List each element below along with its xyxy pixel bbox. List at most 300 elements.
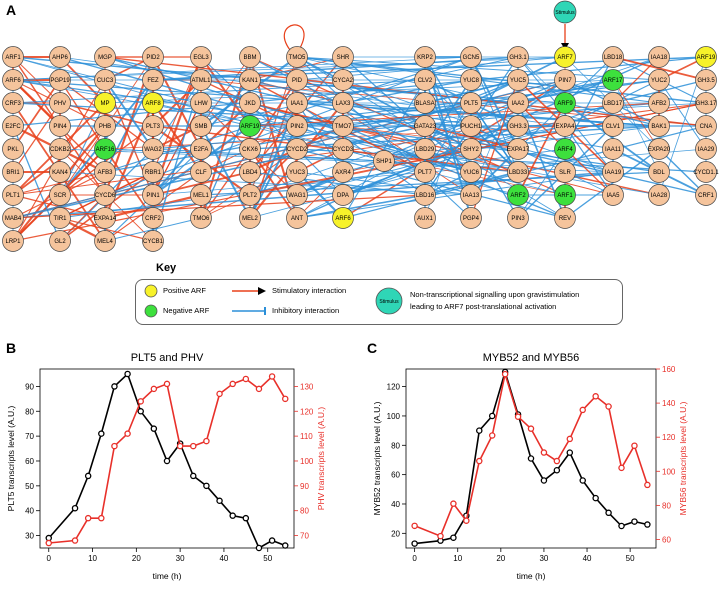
interaction-edge — [659, 80, 706, 149]
data-point-phv — [125, 431, 130, 436]
gene-node-label: KAN1 — [242, 78, 258, 84]
gene-node-label: ARF6 — [335, 216, 351, 222]
gene-node-label: SLR — [559, 170, 571, 176]
gene-node-label: CYCD1.1 — [693, 170, 719, 176]
interaction-edges — [13, 24, 706, 241]
data-point-myb52 — [606, 510, 611, 515]
gene-node-fez — [143, 70, 164, 91]
gene-node-label: CLV2 — [417, 78, 433, 84]
gene-node-ckx6 — [240, 139, 261, 160]
stimulus-description-line1: Non-transcriptional signalling upon gravistimulation — [410, 290, 580, 299]
gene-node-label: BDL — [653, 170, 665, 176]
data-point-plt5 — [243, 516, 248, 521]
gene-node-label: LHW — [194, 101, 208, 107]
y-right-tick-label: 90 — [300, 481, 309, 491]
data-point-myb56 — [464, 518, 469, 523]
gene-node-bbm — [240, 47, 261, 68]
gene-node-phb — [95, 116, 116, 137]
gene-node-label: CLF — [195, 170, 207, 176]
gene-node-smb — [191, 116, 212, 137]
gene-node-label: RBR1 — [144, 170, 162, 176]
inhibitory-label: Inhibitory interaction — [272, 306, 340, 315]
data-point-myb56 — [619, 465, 624, 470]
gene-node-label: ARF1 — [5, 55, 21, 61]
gene-node-atml1 — [191, 70, 212, 91]
gene-node-label: CYCD6 — [94, 193, 116, 199]
y-right-tick-label: 120 — [300, 407, 314, 417]
gene-node-pid2 — [143, 47, 164, 68]
gene-node-iaa28 — [649, 185, 670, 206]
data-point-phv — [178, 443, 183, 448]
y-left-tick-label: 60 — [25, 456, 34, 466]
gene-node-lhw — [191, 93, 212, 114]
gene-node-label: GH3.3 — [509, 124, 527, 130]
data-point-phv — [243, 376, 248, 381]
stimulus-node-label: Stimulus — [555, 10, 575, 16]
gene-node-label: PLT7 — [418, 170, 432, 176]
gene-node-plt2 — [240, 185, 261, 206]
data-point-myb56 — [606, 404, 611, 409]
y-left-tick-label: 20 — [391, 529, 400, 539]
data-point-plt5 — [230, 513, 235, 518]
data-point-plt5 — [270, 538, 275, 543]
gene-node-label: YUC8 — [462, 78, 480, 84]
data-point-plt5 — [256, 545, 261, 550]
gene-node-crf2 — [143, 208, 164, 229]
x-tick-label: 30 — [539, 554, 549, 563]
y-right-tick-label: 110 — [300, 432, 313, 442]
gene-node-shp1 — [374, 151, 395, 172]
gene-node-label: AFB2 — [651, 101, 667, 107]
gene-node-label: CDKB2 — [49, 147, 71, 153]
gene-node-axr4 — [333, 162, 354, 183]
panel-b-letter: B — [6, 340, 17, 356]
series-line-myb56 — [415, 374, 648, 536]
data-point-myb52 — [477, 428, 482, 433]
negative-arf-swatch — [145, 305, 157, 317]
gene-node-label: GH3.1 — [509, 55, 527, 61]
gene-node-label: CYCB1 — [142, 239, 164, 245]
gene-node-label: PGP19 — [50, 78, 70, 84]
y-left-tick-label: 50 — [25, 481, 34, 491]
gene-node-tmo5 — [287, 47, 308, 68]
gene-node-plt1 — [3, 185, 24, 206]
data-point-phv — [270, 374, 275, 379]
gene-node-mel4 — [95, 231, 116, 252]
gene-node-label: AFB3 — [97, 170, 113, 176]
x-tick-label: 30 — [175, 554, 185, 563]
y-left-tick-label: 30 — [25, 531, 34, 541]
gene-node-label: LBD33 — [508, 170, 528, 176]
gene-node-mel1 — [191, 185, 212, 206]
gene-node-label: IAA19 — [604, 170, 622, 176]
gene-node-label: YUC6 — [462, 170, 480, 176]
gene-node-label: MAB4 — [4, 216, 22, 222]
gene-node-lrp1 — [3, 231, 24, 252]
gene-node-cdkb2 — [50, 139, 71, 160]
gene-node-gh3.17 — [696, 93, 717, 114]
gene-node-label: GH3.17 — [695, 101, 717, 107]
gene-node-label: EGL3 — [193, 55, 209, 61]
gene-node-pid — [287, 70, 308, 91]
data-point-myb52 — [580, 478, 585, 483]
gene-node-label: E2FC — [5, 124, 21, 130]
data-point-plt5 — [191, 473, 196, 478]
arrowhead-icon — [258, 287, 266, 295]
data-point-phv — [46, 540, 51, 545]
stimulus-swatch-label: Stimulus — [379, 299, 399, 305]
positive-arf-swatch — [145, 285, 157, 297]
data-point-plt5 — [164, 458, 169, 463]
gene-node-gh3.1 — [508, 47, 529, 68]
x-axis-title: time (h) — [516, 571, 546, 581]
gene-node-wag1 — [287, 185, 308, 206]
gene-node-iaa13 — [461, 185, 482, 206]
gene-node-label: CLV1 — [605, 124, 621, 130]
y-left-axis-title: PLT5 transcripts level (A.U.) — [6, 405, 16, 512]
gene-node-crf3 — [3, 93, 24, 114]
y-left-tick-label: 40 — [391, 499, 400, 509]
gene-node-label: CUC3 — [96, 78, 114, 84]
data-point-phv — [204, 438, 209, 443]
gene-node-cycd1.1 — [693, 162, 719, 183]
gene-node-iaa5 — [603, 185, 624, 206]
y-left-tick-label: 100 — [386, 411, 400, 421]
gene-node-afb3 — [95, 162, 116, 183]
gene-node-yuc8 — [461, 70, 482, 91]
gene-node-arf4 — [555, 139, 576, 160]
gene-node-bri1 — [3, 162, 24, 183]
gene-node-label: ARF7 — [557, 55, 573, 61]
data-point-myb56 — [412, 523, 417, 528]
stimulus-description-line2: leading to ARF7 post-translational activation — [410, 302, 557, 311]
legend-box — [135, 279, 623, 325]
data-point-myb56 — [503, 372, 508, 377]
gene-node-label: GH3.5 — [697, 78, 715, 84]
gene-node-label: SHP1 — [376, 159, 392, 165]
gene-node-label: GATA23 — [413, 124, 437, 130]
gene-node-arf1 — [555, 185, 576, 206]
gene-node-crf1 — [696, 185, 717, 206]
gene-node-label: PIN3 — [511, 216, 525, 222]
gene-node-mab4 — [3, 208, 24, 229]
chart-myb52-myb56 — [360, 338, 721, 594]
gene-node-label: CRF3 — [5, 101, 21, 107]
data-point-plt5 — [112, 384, 117, 389]
gene-node-bdl — [649, 162, 670, 183]
data-point-phv — [283, 396, 288, 401]
gene-node-pkl — [3, 139, 24, 160]
gene-node-blasa — [415, 93, 436, 114]
gene-node-label: PIN7 — [558, 78, 572, 84]
gene-node-label: ARF4 — [557, 147, 573, 153]
gene-node-label: CYCD3 — [332, 147, 354, 153]
gene-node-pin2 — [287, 116, 308, 137]
negative-arf-label: Negative ARF — [163, 306, 210, 315]
data-point-myb52 — [554, 468, 559, 473]
data-point-phv — [151, 386, 156, 391]
gene-node-pin3 — [508, 208, 529, 229]
gene-node-kan4 — [50, 162, 71, 183]
gene-node-label: ATML1 — [191, 78, 211, 84]
gene-node-label: LBD16 — [415, 193, 435, 199]
y-left-tick-label: 60 — [391, 470, 400, 480]
gene-node-arf19 — [240, 116, 261, 137]
data-point-plt5 — [125, 371, 130, 376]
gene-node-bak1 — [649, 116, 670, 137]
gene-node-slr — [555, 162, 576, 183]
data-point-myb52 — [632, 519, 637, 524]
gene-node-iaa18 — [649, 47, 670, 68]
gene-node-label: TMO7 — [334, 124, 352, 130]
y-right-tick-label: 80 — [662, 501, 671, 511]
gene-node-label: WAG1 — [288, 193, 306, 199]
gene-node-label: EXPA14 — [93, 216, 117, 222]
gene-node-label: AXR4 — [335, 170, 351, 176]
data-point-myb52 — [619, 523, 624, 528]
gene-node-label: PHB — [98, 124, 112, 130]
gene-node-label: ARF17 — [603, 78, 623, 84]
y-left-tick-label: 80 — [391, 441, 400, 451]
gene-node-label: ARF19 — [696, 55, 716, 61]
panel-a-letter: A — [6, 2, 17, 18]
gene-node-label: IAA18 — [650, 55, 668, 61]
gene-node-label: PIN4 — [53, 124, 67, 130]
data-point-myb52 — [412, 541, 417, 546]
gene-node-label: MEL1 — [193, 193, 209, 199]
gene-node-cycd3 — [333, 139, 354, 160]
gene-node-cuc3 — [95, 70, 116, 91]
gene-node-label: CYCD2 — [286, 147, 308, 153]
gene-node-label: BLASA — [415, 101, 435, 107]
gene-node-yuc2 — [649, 70, 670, 91]
gene-node-cycd6 — [95, 185, 116, 206]
data-point-phv — [256, 386, 261, 391]
data-point-myb56 — [632, 443, 637, 448]
gene-node-arf6 — [333, 208, 354, 229]
gene-node-label: MEL4 — [97, 239, 113, 245]
gene-node-label: IAA13 — [462, 193, 480, 199]
gene-node-label: LBD29 — [415, 147, 435, 153]
data-point-myb56 — [554, 458, 559, 463]
data-point-plt5 — [99, 431, 104, 436]
gene-node-label: AHP6 — [52, 55, 68, 61]
gene-node-label: YUC2 — [650, 78, 668, 84]
data-point-plt5 — [283, 543, 288, 548]
gene-node-scr — [50, 185, 71, 206]
gene-node-label: PLT1 — [6, 193, 20, 199]
gene-node-label: CKX6 — [242, 147, 258, 153]
x-tick-label: 50 — [625, 554, 635, 563]
gene-node-label: SMB — [194, 124, 208, 130]
gene-node-label: CYCA2 — [332, 78, 354, 84]
y-left-tick-label: 120 — [386, 382, 400, 392]
chart-title: PLT5 and PHV — [130, 352, 204, 364]
gene-node-mel2 — [240, 208, 261, 229]
gene-node-lbd16 — [415, 185, 436, 206]
gene-node-label: IAA1 — [290, 101, 304, 107]
gene-node-puch1 — [461, 116, 482, 137]
gene-node-label: EXPA17 — [506, 147, 530, 153]
gene-node-label: ARF19 — [240, 124, 260, 130]
gene-node-arf7 — [555, 47, 576, 68]
gene-node-afb2 — [649, 93, 670, 114]
gene-node-label: PLT5 — [464, 101, 478, 107]
gene-node-ant — [287, 208, 308, 229]
gene-node-label: CNA — [699, 124, 713, 130]
gene-node-pin4 — [50, 116, 71, 137]
y-right-tick-label: 140 — [662, 399, 676, 409]
gene-node-cycd2 — [287, 139, 308, 160]
gene-node-iaa19 — [603, 162, 624, 183]
gene-node-rbr1 — [143, 162, 164, 183]
data-point-myb56 — [528, 426, 533, 431]
data-point-myb52 — [567, 450, 572, 455]
x-tick-label: 0 — [412, 554, 417, 563]
gene-node-arf16 — [95, 139, 116, 160]
gene-node-label: FEZ — [147, 78, 159, 84]
gene-node-label: LAX3 — [335, 101, 351, 107]
gene-node-label: LBD17 — [603, 101, 623, 107]
gene-node-gl2 — [50, 231, 71, 252]
data-point-plt5 — [151, 426, 156, 431]
gene-node-label: TMO5 — [288, 55, 306, 61]
y-left-tick-label: 90 — [25, 382, 34, 392]
gene-node-yuc3 — [287, 162, 308, 183]
gene-node-label: SHY2 — [463, 147, 479, 153]
data-point-plt5 — [204, 483, 209, 488]
gene-node-iaa11 — [603, 139, 624, 160]
gene-node-clf — [191, 162, 212, 183]
data-point-myb52 — [645, 522, 650, 527]
gene-node-label: ANT — [291, 216, 303, 222]
gene-node-lbd18 — [603, 47, 624, 68]
gene-node-cycb1 — [143, 231, 164, 252]
gene-node-label: MGP — [98, 55, 112, 61]
gene-node-shr — [333, 47, 354, 68]
y-left-tick-label: 40 — [25, 506, 34, 516]
gene-node-label: MP — [100, 101, 110, 107]
y-left-tick-label: 70 — [25, 432, 34, 442]
gene-node-arf2 — [508, 185, 529, 206]
x-tick-label: 10 — [88, 554, 98, 563]
gene-node-label: LBD4 — [242, 170, 258, 176]
data-point-plt5 — [138, 409, 143, 414]
gene-node-label: PID — [291, 78, 303, 84]
x-tick-label: 10 — [453, 554, 463, 563]
gene-node-cyca2 — [333, 70, 354, 91]
data-point-myb56 — [477, 458, 482, 463]
chart-plt5-phv — [0, 338, 360, 594]
gene-node-e2fa — [191, 139, 212, 160]
gene-node-label: IAA5 — [606, 193, 620, 199]
y-right-axis-title: MYB56 transcripts level (A.U.) — [678, 401, 688, 516]
gene-node-label: IAA29 — [697, 147, 715, 153]
gene-node-lbd29 — [415, 139, 436, 160]
gene-node-label: ARF9 — [557, 101, 573, 107]
data-point-plt5 — [72, 506, 77, 511]
gene-node-label: LRP1 — [5, 239, 21, 245]
gene-node-label: PLT3 — [146, 124, 160, 130]
gene-node-label: YUC3 — [288, 170, 306, 176]
data-point-myb56 — [515, 414, 520, 419]
gene-node-label: BBM — [243, 55, 257, 61]
data-point-myb56 — [593, 394, 598, 399]
gene-node-phv — [50, 93, 71, 114]
data-point-phv — [230, 381, 235, 386]
data-point-myb56 — [490, 433, 495, 438]
gene-node-label: KRP2 — [417, 55, 433, 61]
gene-node-label: BRI1 — [6, 170, 20, 176]
gene-node-jkd — [240, 93, 261, 114]
gene-node-label: REV — [558, 216, 572, 222]
gene-node-label: SHR — [336, 55, 350, 61]
y-right-tick-label: 130 — [300, 382, 314, 392]
gene-node-krp2 — [415, 47, 436, 68]
gene-node-wag2 — [143, 139, 164, 160]
gene-node-label: BAK1 — [651, 124, 667, 130]
data-point-phv — [86, 516, 91, 521]
gene-node-clv2 — [415, 70, 436, 91]
gene-node-label: PID2 — [146, 55, 160, 61]
gene-node-label: PKL — [7, 147, 19, 153]
gene-node-label: MEL2 — [242, 216, 258, 222]
gene-node-gh3.3 — [508, 116, 529, 137]
gene-node-dpa — [333, 185, 354, 206]
gene-node-tmo6 — [191, 208, 212, 229]
data-point-myb52 — [528, 456, 533, 461]
gene-node-arf19 — [696, 47, 717, 68]
gene-node-plt5 — [461, 93, 482, 114]
gene-node-mp — [95, 93, 116, 114]
gene-node-label: KAN4 — [52, 170, 68, 176]
gene-node-label: PGP4 — [462, 216, 480, 222]
x-axis-title: time (h) — [152, 571, 182, 581]
gene-node-label: TMO6 — [192, 216, 210, 222]
gene-node-e2fc — [3, 116, 24, 137]
panel-c-letter: C — [367, 340, 378, 356]
gene-node-label: ARF8 — [145, 101, 161, 107]
gene-node-iaa2 — [508, 93, 529, 114]
gene-node-label: PIN1 — [146, 193, 160, 199]
gene-node-label: PLT2 — [243, 193, 257, 199]
y-right-tick-label: 100 — [662, 467, 676, 477]
y-left-tick-label: 80 — [25, 407, 34, 417]
chart-title: MYB52 and MYB56 — [482, 352, 580, 364]
data-point-phv — [112, 443, 117, 448]
data-point-myb52 — [451, 535, 456, 540]
gene-node-label: GL2 — [54, 239, 66, 245]
gene-node-label: PHV — [53, 101, 67, 107]
gene-node-label: IAA11 — [605, 147, 621, 153]
gene-node-label: JKD — [244, 101, 256, 107]
gene-node-ahp6 — [50, 47, 71, 68]
gene-node-label: DPA — [337, 193, 349, 199]
key-title: Key — [156, 262, 177, 274]
gene-node-label: YUC5 — [509, 78, 527, 84]
y-right-tick-label: 60 — [662, 535, 671, 545]
x-tick-label: 40 — [219, 554, 229, 563]
data-point-myb52 — [593, 496, 598, 501]
gene-node-shy2 — [461, 139, 482, 160]
gene-node-label: AUX1 — [417, 216, 433, 222]
data-point-phv — [164, 381, 169, 386]
data-point-phv — [138, 399, 143, 404]
data-point-myb56 — [541, 450, 546, 455]
gene-node-gcn5 — [461, 47, 482, 68]
gene-node-label: PIN2 — [290, 124, 304, 130]
x-tick-label: 50 — [263, 554, 273, 563]
